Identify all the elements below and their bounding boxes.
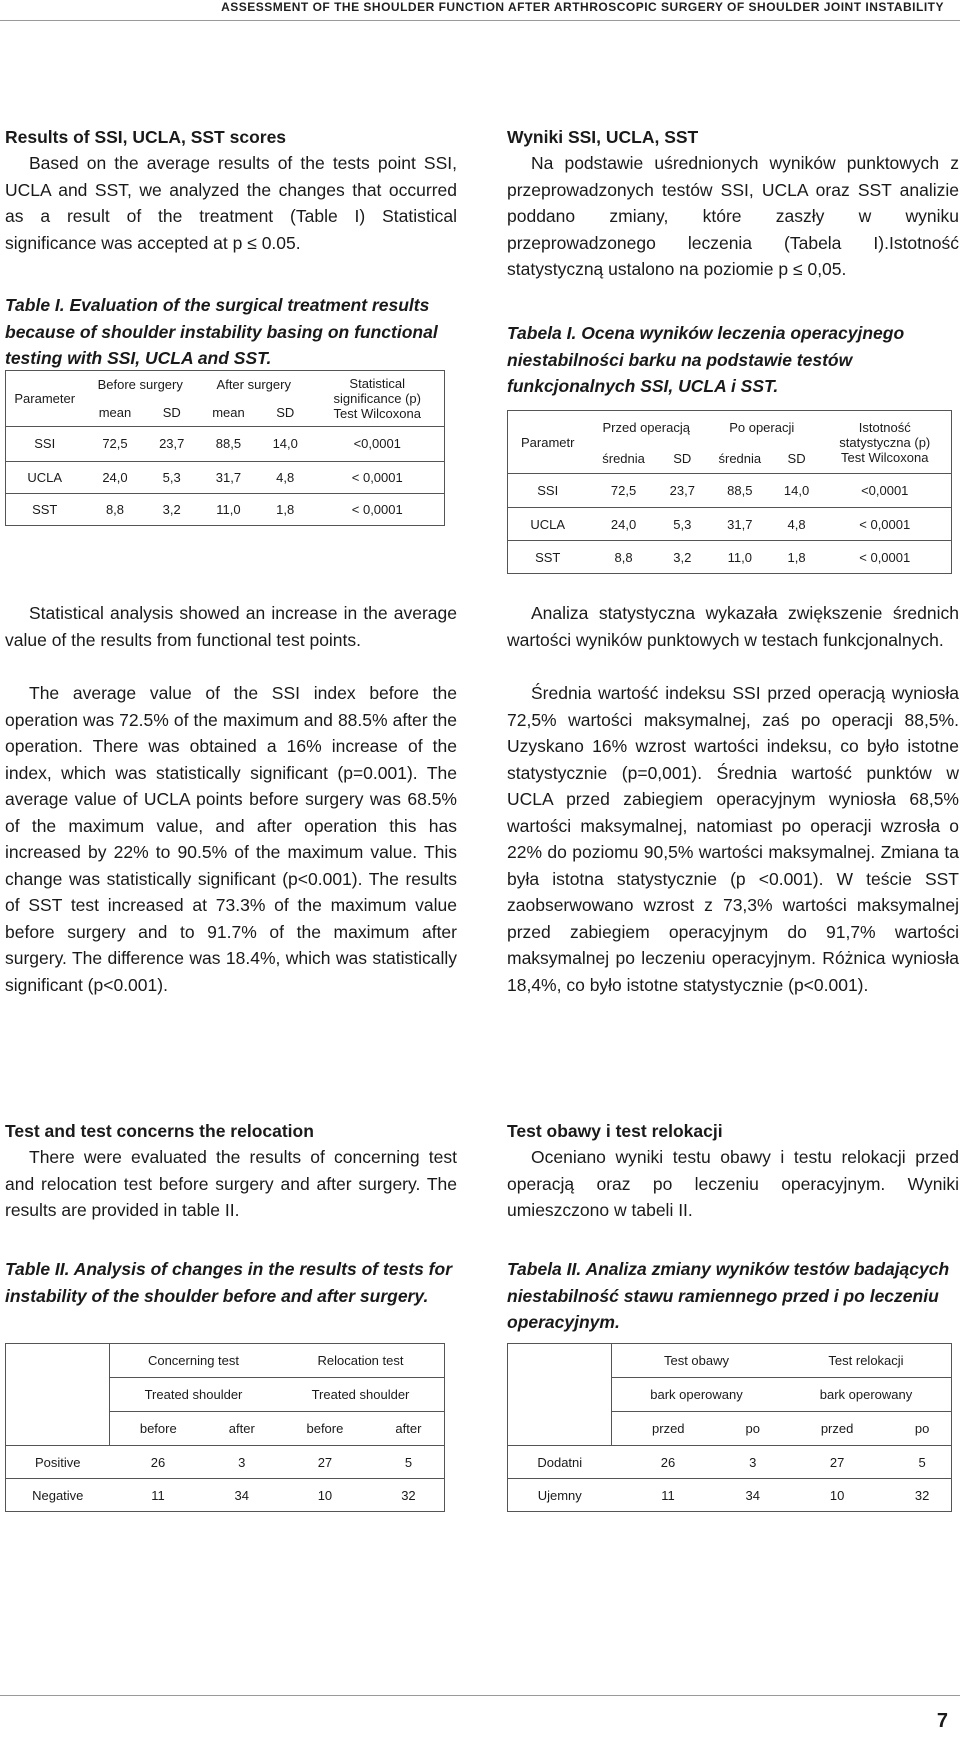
table-1-subheader-mean: średnia (718, 451, 762, 467)
paragraph-analysis-detail: The average value of the SSI index before the operation was 72.5% of the maximum and 88.5% after the operation. There was obtained a 16% increase of the index, which was statistically significant (p=0.001). The average value of UCLA points before surgery was 68.5% of the maximum value, and after operation this has increased by 22% to 90.5% of the maximum value. This change was statistically significant (p<0.001). The results of SST test increased at 73.3% of the maximum value before surgery and to 91.7% of the maximum after surgery. The difference was 18.4%, which was statistically significant (p<0.001). (5, 683, 457, 995)
page-number: 7 (936, 1710, 948, 1732)
paragraph-analysis-detail: Średnia wartość indeksu SSI przed operacją wyniosła 72,5% wartości maksymalnej, zaś po operacji 88,5%. Uzyskano 16% wzrost wartości indeksu, co było istotne statystycznie (p=0,001). Średnia wartość punktów w UCLA przed zabiegiem operacyjnym wyniosła 68,5% wartości maksymalnej, natomiast po operacji wzrosła o 22% do poziomu 90,5% wartości maksymalnej. Zmiana ta była istotna statystycznie (p <0.001). W teście SST zaobserwowano wzrost z 73,3% wartości maksymalnej przed zabiegiem operacyjnym do 91,7% wartości maksymalnej po leczeniu operacyjnym. Różnica wyniosła 18,4%, co było istotne statystycznie (p<0.001). (507, 683, 959, 995)
table-2 (5, 1343, 445, 1512)
table-2-caption: Tabela II. Analiza zmiany wyników testów badających niestabilność stawu ramiennego przed i po leczeniu operacyjnym. (507, 1259, 950, 1332)
table-2-header-concerning: Test obawy (612, 1344, 781, 1378)
table-cell: 27 (781, 1446, 893, 1479)
table-cell: 14,0 (260, 427, 311, 461)
table-cell: Positive (6, 1446, 110, 1479)
table-row (508, 508, 952, 541)
table-cell: Ujemny (508, 1479, 612, 1512)
table-cell: 4,8 (775, 508, 819, 541)
section-title-results: Results of SSI, UCLA, SST scores (5, 127, 287, 147)
paragraph-analysis-intro: Statistical analysis showed an increase in the average value of the results from functional test points. (5, 603, 457, 650)
table-cell: SSI (508, 474, 588, 508)
table-cell: SST (6, 493, 84, 525)
table-cell: 23,7 (146, 427, 197, 461)
table-1-header-before: Przed operacją (602, 420, 690, 436)
table-cell: 32 (893, 1479, 951, 1512)
table-cell: 3 (207, 1446, 277, 1479)
table-cell: 88,5 (197, 427, 260, 461)
table-2-subheader-shoulder: bark operowany (781, 1378, 952, 1412)
table-cell: 4,8 (260, 461, 311, 493)
table-cell: 5,3 (146, 461, 197, 493)
table-1-caption: Tabela I. Ocena wyników leczenia operacyjnego niestabilności barku na podstawie testów funkcjonalnych SSI, UCLA i SST. (507, 323, 905, 396)
table-cell: 8,8 (84, 493, 147, 525)
table-2-subheader-before: przed (612, 1412, 725, 1446)
table-1-subheader-mean: średnia (602, 451, 645, 467)
table-cell: 1,8 (775, 541, 819, 574)
table-cell: < 0,0001 (311, 461, 445, 493)
table-2-subheader-shoulder: Treated shoulder (110, 1378, 277, 1412)
table-1-caption: Table I. Evaluation of the surgical treatment results because of shoulder instability basing on functional testing with SSI, UCLA and SST. (5, 295, 438, 368)
table-2-header-relocation: Relocation test (317, 1353, 404, 1368)
table-2-subheader-before: before (110, 1412, 207, 1446)
table-2-header-relocation: Test relokacji (828, 1353, 904, 1368)
table-1 (507, 410, 952, 574)
table-1-subheader-sd: SD (673, 451, 692, 467)
table-1-subheader-mean: mean (98, 405, 132, 420)
table-row (6, 461, 445, 493)
table-cell: 3 (725, 1446, 781, 1479)
table-cell: 26 (110, 1446, 207, 1479)
table-2-subheader-before: przed (781, 1412, 893, 1446)
table-cell: 34 (207, 1479, 277, 1512)
table-2-caption: Table II. Analysis of changes in the results of tests for instability of the shoulder before and after surgery. (5, 1259, 453, 1306)
table-1-subheader-mean: mean (212, 405, 245, 420)
table-1-subheader-sd: SD (787, 451, 806, 467)
paragraph-results-intro: Based on the average results of the tests point SSI, UCLA and SST, we analyzed the changes that occurred as a result of the treatment (Table I) Statistical significance was accepted at p ≤ 0.05. (5, 153, 457, 253)
table-1-header-before: Before surgery (97, 377, 183, 393)
table-1-header-significance: Istotność statystyczna (p) Test Wilcoxona (839, 419, 931, 465)
table-cell: 5 (893, 1446, 951, 1479)
table-cell: 26 (612, 1446, 725, 1479)
table-row (6, 1479, 445, 1512)
paragraph-results-intro: Na podstawie uśrednionych wyników punktowych z przeprowadzonych testów SSI, UCLA oraz SST analizie poddano zmiany, które zaszły w wyniku przeprowadzonego leczenia (Tabela I).Istotność statystyczną ustalono na poziomie p ≤ 0,05. (507, 153, 959, 279)
table-cell: 10 (277, 1479, 373, 1512)
table-cell: 72,5 (84, 427, 147, 461)
table-1-subheader-sd: SD (162, 405, 181, 420)
table-2 (507, 1343, 952, 1512)
table-cell: 23,7 (660, 474, 705, 508)
table-cell: 14,0 (775, 474, 819, 508)
table-1 (5, 370, 445, 526)
table-cell: 34 (725, 1479, 781, 1512)
table-row (6, 427, 445, 461)
table-2-subheader-before: before (277, 1412, 373, 1446)
table-cell: 31,7 (705, 508, 775, 541)
table-cell: UCLA (508, 508, 588, 541)
table-cell: 5 (373, 1446, 445, 1479)
table-cell: Negative (6, 1479, 110, 1512)
table-1-header-after: Po operacji (729, 420, 795, 436)
table-2-subheader-after: after (207, 1412, 277, 1446)
paragraph-analysis-intro: Analiza statystyczna wykazała zwiększenie średnich wartości wyników punktowych w testach funkcjonalnych. (507, 603, 959, 650)
table-1-header-significance: Statistical significance (p) Test Wilcoxona (333, 376, 421, 422)
table-cell: 27 (277, 1446, 373, 1479)
running-head: ASSESSMENT OF THE SHOULDER FUNCTION AFTER ARTHROSCOPIC SURGERY OF SHOULDER JOINT INSTABILITY (221, 0, 944, 14)
table-cell: < 0,0001 (311, 493, 445, 525)
table-cell: <0,0001 (311, 427, 445, 461)
table-cell: 72,5 (588, 474, 660, 508)
table-2-subheader-shoulder: Treated shoulder (277, 1378, 445, 1412)
table-2-subheader-shoulder: bark operowany (612, 1378, 781, 1412)
table-1-subheader-sd: SD (276, 405, 295, 420)
table-cell: < 0,0001 (819, 508, 952, 541)
table-cell: 10 (781, 1479, 893, 1512)
table-cell: 31,7 (197, 461, 260, 493)
table-row (6, 493, 445, 525)
table-cell: 5,3 (660, 508, 705, 541)
table-row (508, 1446, 952, 1479)
paragraph-relocation: There were evaluated the results of concerning test and relocation test before surgery and after surgery. The results are provided in table II. (5, 1147, 457, 1220)
footer-rule (0, 1695, 960, 1696)
table-2-subheader-after: after (373, 1412, 445, 1446)
table-cell: Dodatni (508, 1446, 612, 1479)
table-1-header-after: After surgery (216, 377, 291, 393)
table-row (508, 474, 952, 508)
section-title-relocation: Test and test concerns the relocation (5, 1121, 314, 1141)
table-cell: < 0,0001 (819, 541, 952, 574)
paragraph-relocation: Oceniano wyniki testu obawy i testu relokacji przed operacją oraz po leczeniu operacyjnym. Wyniki umieszczono w tabeli II. (507, 1147, 959, 1220)
table-2-subheader-after: po (725, 1412, 781, 1446)
table-cell: <0,0001 (819, 474, 952, 508)
section-title-relocation: Test obawy i test relokacji (507, 1121, 723, 1141)
table-cell: 11,0 (197, 493, 260, 525)
table-row (6, 1446, 445, 1479)
table-cell: UCLA (6, 461, 84, 493)
table-2-header-concerning: Concerning test (110, 1344, 277, 1378)
section-title-results: Wyniki SSI, UCLA, SST (507, 127, 699, 147)
table-cell: 3,2 (146, 493, 197, 525)
table-cell: 24,0 (588, 508, 660, 541)
table-cell: SST (508, 541, 588, 574)
table-cell: 24,0 (84, 461, 147, 493)
header-rule (0, 20, 960, 21)
table-1-header-parameter: Parameter (14, 391, 76, 407)
table-1-header-parameter: Parametr (521, 434, 575, 450)
table-cell: SSI (6, 427, 84, 461)
table-cell: 11 (110, 1479, 207, 1512)
table-cell: 11 (612, 1479, 725, 1512)
table-cell: 88,5 (705, 474, 775, 508)
table-row (508, 1479, 952, 1512)
table-cell: 32 (373, 1479, 445, 1512)
table-cell: 3,2 (660, 541, 705, 574)
table-cell: 8,8 (588, 541, 660, 574)
table-cell: 11,0 (705, 541, 775, 574)
table-2-subheader-after: po (893, 1412, 951, 1446)
table-cell: 1,8 (260, 493, 311, 525)
table-row (508, 541, 952, 574)
